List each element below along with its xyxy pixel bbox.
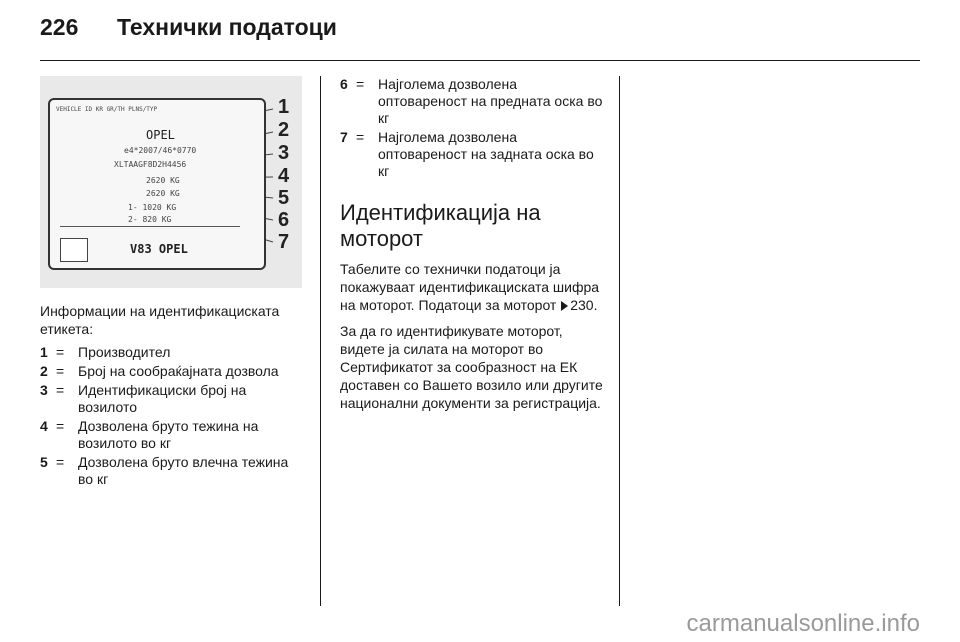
axle-legend-list <box>340 76 608 180</box>
plate-front-axle: 1- 1020 KG <box>128 203 177 212</box>
engine-id-paragraph <box>340 260 608 314</box>
legend-item <box>40 454 302 488</box>
legend-equals: = <box>56 418 65 434</box>
legend-number: 4 <box>40 418 48 434</box>
plate-approval-number: e4*2007/46*0770 <box>124 146 197 155</box>
legend-number: 7 <box>340 129 348 145</box>
legend-equals: = <box>356 76 365 92</box>
middle-column <box>340 76 608 420</box>
legend-text: Производител <box>78 344 171 360</box>
legend-item <box>340 129 608 180</box>
legend-equals: = <box>56 363 65 379</box>
plate-header-text: VEHICLE ID KR GR/TH PLNS/TYP <box>56 106 158 113</box>
callout-7: 7 <box>278 231 290 253</box>
callout-3: 3 <box>278 142 290 164</box>
plate-vin: XLTAAGF8D2H4456 <box>114 160 187 169</box>
label-intro: Информации на идентификациската етикета: <box>40 303 280 337</box>
plate-train-weight: 2620 KG <box>146 189 180 198</box>
legend-item <box>40 363 302 380</box>
engine-power-paragraph: За да го идентификувате моторот, видете ја силата на моторот во Сертификатот за сообразност на ЕК доставен со Вашето возило или другите национални документи за регистрација. <box>340 323 603 411</box>
legend-number: 6 <box>340 76 348 92</box>
page-reference-arrow-icon <box>561 301 568 311</box>
legend-text: Број на сообраќајната дозвола <box>78 363 279 379</box>
callout-5: 5 <box>278 187 290 209</box>
legend-text: Дозволена бруто тежина на возилото во кг <box>78 418 259 451</box>
legend-number: 3 <box>40 382 48 398</box>
legend-item <box>40 344 302 361</box>
page-title: Технички податоци <box>117 14 337 40</box>
legend-text: Дозволена бруто влечна тежина во кг <box>78 454 289 487</box>
page-reference-link[interactable]: 230. <box>570 297 598 313</box>
left-column <box>40 76 302 490</box>
page-header <box>40 14 920 48</box>
callout-6: 6 <box>278 209 290 231</box>
header-divider <box>40 60 920 61</box>
label-legend-list <box>40 344 302 488</box>
callout-1: 1 <box>278 96 290 118</box>
identification-label-figure <box>40 76 302 288</box>
legend-equals: = <box>56 382 65 398</box>
engine-id-text: Табелите со технички податоци ја покажуваат идентификациската шифра на моторот. Податоци за моторот <box>340 261 600 313</box>
plate-rear-axle: 2- 820 KG <box>128 215 172 224</box>
plate-maker: OPEL <box>146 128 175 142</box>
legend-item <box>40 418 302 452</box>
page-number: 226 <box>40 14 79 40</box>
callout-4: 4 <box>278 165 290 187</box>
legend-item <box>40 382 302 416</box>
legend-number: 1 <box>40 344 48 360</box>
plate-gross-weight: 2620 KG <box>146 176 180 185</box>
legend-text: Најголема дозволена оптовареност на задната оска во кг <box>378 129 594 179</box>
legend-text: Идентификациски број на возилото <box>78 382 247 415</box>
plate-footer: V83 OPEL <box>130 242 188 256</box>
legend-number: 2 <box>40 363 48 379</box>
legend-item <box>340 76 608 127</box>
column-divider-right <box>619 76 620 606</box>
legend-text: Најголема дозволена оптовареност на предната оска во кг <box>378 76 603 126</box>
plate-square <box>60 238 88 262</box>
plate-separator <box>60 226 240 227</box>
legend-equals: = <box>356 129 365 145</box>
identification-plate <box>48 98 266 270</box>
legend-equals: = <box>56 454 65 470</box>
column-divider-left <box>320 76 321 606</box>
legend-number: 5 <box>40 454 48 470</box>
watermark: carmanualsonline.info <box>686 610 920 637</box>
callout-2: 2 <box>278 119 290 141</box>
section-title-engine-id: Идентификација на моторот <box>340 200 541 251</box>
legend-equals: = <box>56 344 65 360</box>
